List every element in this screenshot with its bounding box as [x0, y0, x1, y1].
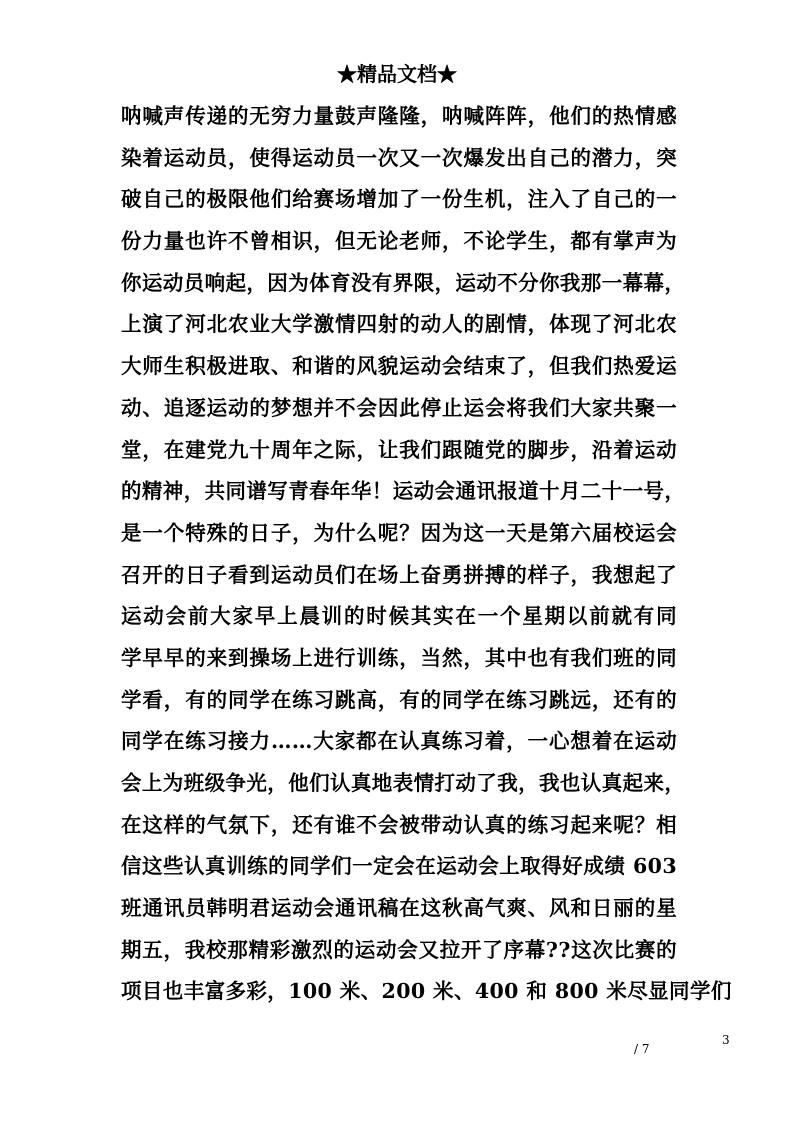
text-line: 份力量也许不曾相识，但无论老师，不论学生，都有掌声为: [121, 229, 677, 254]
text-line: 期五，我校那精彩激烈的运动会又拉开了序幕??这次比赛的: [121, 937, 677, 962]
text-line: 上演了河北农业大学激情四射的动人的剧情，体现了河北农: [121, 312, 677, 337]
text-line: 信这些认真训练的同学们一定会在运动会上取得好成绩 603: [121, 854, 677, 879]
text-line: 会上为班级争光，他们认真地表情打动了我，我也认真起来，: [121, 771, 686, 795]
page-header-title: ★精品文档★: [337, 62, 457, 86]
document-body: [121, 96, 732, 1013]
text-line: 的精神，共同谱写青春年华！运动会通讯报道十月二十一号，: [121, 479, 686, 504]
page-total: / 7: [634, 1042, 650, 1056]
text-line: 项目也丰富多彩，100 米、200 米、400 和 800 米尽显同学们: [121, 979, 732, 1004]
text-line: 学早早的来到操场上进行训练，当然，其中也有我们班的同: [121, 645, 677, 670]
text-line: 学看，有的同学在练习跳高，有的同学在练习跳远，还有的: [121, 687, 677, 712]
text-line: 同学在练习接力……大家都在认真练习着，一心想着在运动: [121, 729, 677, 754]
text-line: 破自己的极限他们给赛场增加了一份生机，注入了自己的一: [121, 187, 677, 212]
text-line: 堂，在建党九十周年之际，让我们跟随党的脚步，沿着运动: [121, 437, 677, 462]
text-line: 在这样的气氛下，还有谁不会被带动认真的练习起来呢？相: [121, 812, 677, 837]
text-line: 是一个特殊的日子，为什么呢？因为这一天是第六届校运会: [121, 520, 677, 545]
text-line: 动、追逐运动的梦想并不会因此停止运会将我们大家共聚一: [121, 395, 677, 420]
text-line: 运动会前大家早上晨训的时候其实在一个星期以前就有同: [121, 604, 677, 629]
text-line: 染着运动员，使得运动员一次又一次爆发出自己的潜力，突: [121, 145, 677, 170]
text-line: 呐喊声传递的无穷力量鼓声隆隆，呐喊阵阵，他们的热情感: [121, 104, 677, 128]
text-line: 大师生积极进取、和谐的风貌运动会结束了，但我们热爱运: [121, 354, 677, 379]
text-line: 班通讯员韩明君运动会通讯稿在这秋高气爽、风和日丽的星: [121, 896, 677, 921]
text-line: 召开的日子看到运动员们在场上奋勇拼搏的样子，我想起了: [121, 562, 677, 587]
text-line: 你运动员响起，因为体育没有界限，运动不分你我那一幕幕，: [121, 270, 686, 295]
page-number: 3: [722, 1033, 730, 1047]
